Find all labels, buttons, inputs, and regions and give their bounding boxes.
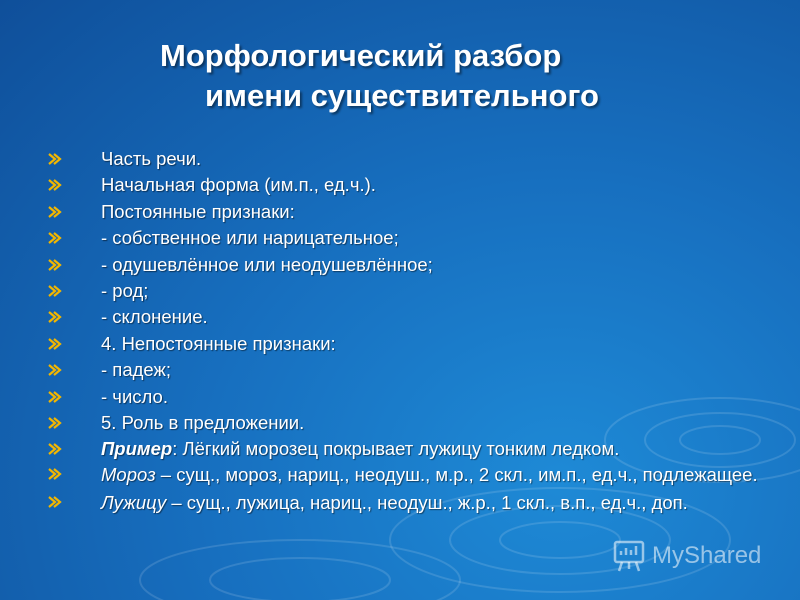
arrow-bullet-icon	[48, 468, 62, 480]
parse-item-moroz	[48, 463, 768, 485]
arrow-bullet-icon	[48, 364, 62, 376]
parse-word: Мороз	[101, 463, 156, 485]
list-item-text: Часть речи.	[101, 148, 202, 169]
presentation-board-icon	[612, 539, 646, 573]
bullet-list	[48, 146, 768, 519]
example-item	[48, 436, 768, 462]
list-item	[48, 384, 768, 410]
list-item-text: - падеж;	[101, 359, 171, 381]
arrow-bullet-icon	[48, 391, 62, 403]
arrow-bullet-icon	[48, 338, 62, 350]
arrow-bullet-icon	[48, 443, 62, 455]
list-item-text: 5. Роль в предложении.	[101, 412, 305, 434]
list-item	[48, 357, 768, 383]
watermark	[612, 538, 761, 574]
arrow-bullet-icon	[48, 259, 62, 271]
parse-item-luzhitsu	[48, 491, 768, 513]
watermark-text: MyShared	[652, 542, 762, 569]
arrow-bullet-icon	[48, 417, 62, 429]
list-item-text: - род;	[101, 280, 149, 302]
list-item-text: Начальная форма (им.п., ед.ч.).	[101, 174, 376, 196]
list-item-text: 4. Непостоянные признаки:	[101, 332, 336, 354]
list-item	[48, 331, 768, 357]
parse-text: – сущ., мороз, нариц., неодуш., м.р., 2 скл., им.п., ед.ч., подлежащее.	[155, 463, 758, 485]
list-item	[48, 172, 768, 198]
arrow-bullet-icon	[48, 153, 62, 165]
list-item	[48, 252, 768, 278]
list-item	[48, 278, 768, 304]
list-item	[48, 410, 768, 436]
example-label: Пример	[101, 438, 173, 460]
title-line-2: имени существительного	[205, 78, 599, 113]
title-line-1: Морфологический разбор	[160, 38, 562, 73]
example-text: : Лёгкий морозец покрывает лужицу тонким ледком.	[172, 438, 620, 460]
list-item-text: - собственное или нарицательное;	[101, 227, 399, 249]
list-item	[48, 304, 768, 330]
arrow-bullet-icon	[48, 206, 62, 218]
arrow-bullet-icon	[48, 232, 62, 244]
list-item	[48, 225, 768, 251]
arrow-bullet-icon	[48, 311, 62, 323]
list-item-text: - число.	[101, 385, 168, 407]
parse-word: Лужицу	[101, 491, 167, 513]
arrow-bullet-icon	[48, 179, 62, 191]
list-item-text: - одушевлённое или неодушевлённое;	[101, 253, 433, 275]
arrow-bullet-icon	[48, 285, 62, 297]
list-item	[48, 199, 768, 225]
list-item	[48, 146, 768, 172]
arrow-bullet-icon	[48, 496, 62, 508]
parse-text: – сущ., лужица, нариц., неодуш., ж.р., 1 скл., в.п., ед.ч., доп.	[166, 491, 688, 513]
list-item-text: - склонение.	[101, 306, 208, 328]
list-item-text: Постоянные признаки:	[101, 200, 295, 222]
slide-title	[0, 36, 800, 116]
